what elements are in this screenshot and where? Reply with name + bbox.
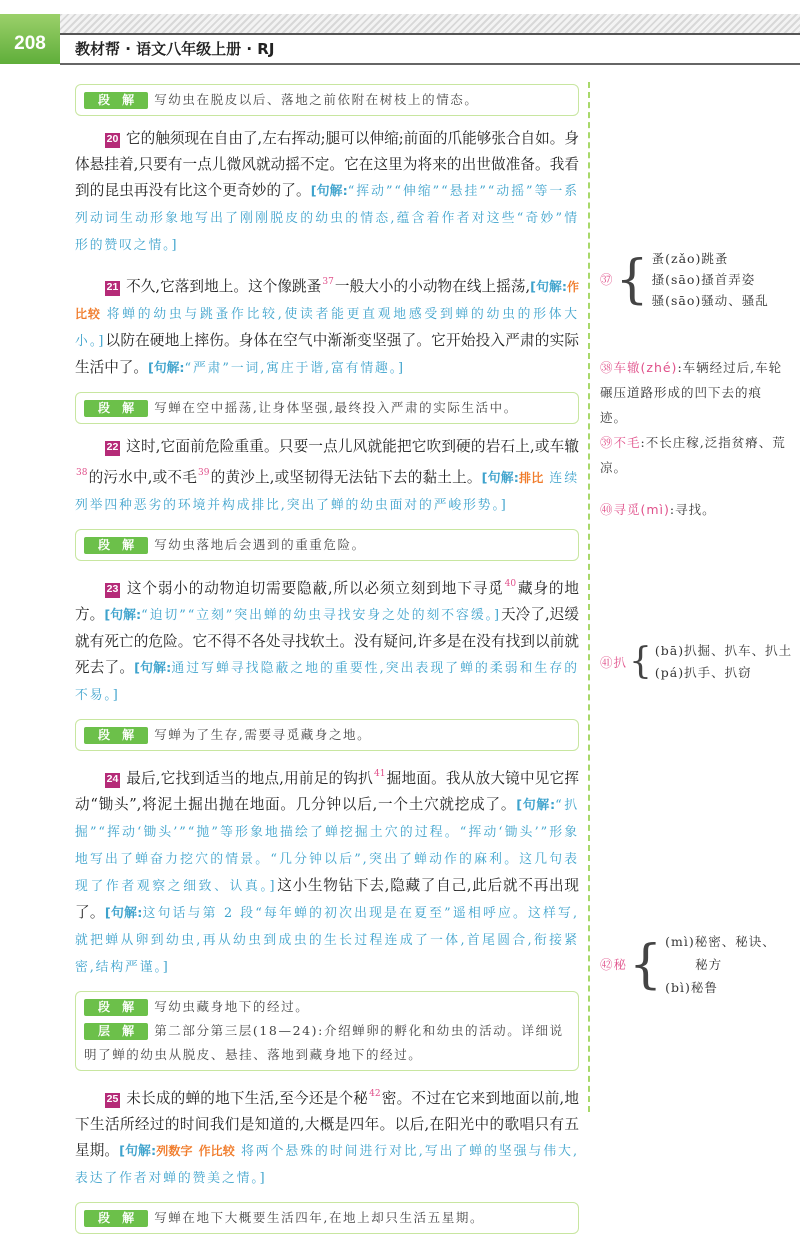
annotation-body: “扒掘”“挥动‘锄头’”“抛”等形象地描绘了蝉挖掘土穴的过程。“挥动‘锄头’”形象地写出了蝉奋力挖穴的情景。“几分钟以后”,突出了蝉动作的麻利。这几句表现了作者观察之细致、认真。] — [75, 798, 580, 894]
analysis-text: 写蝉为了生存,需要寻觅藏身之地。 — [154, 727, 372, 742]
note-39 — [600, 430, 788, 480]
page-number: 208 — [0, 14, 60, 64]
body-text: 它的触须现在自由了,左右挥动;腿可以伸缩;前面的爪能够张合自如。身体悬挂着,只要有一点儿微风就动摇不定。它在这里为将来的出世做准备。我看到的昆虫再没有比这个更奇妙的了。 — [75, 130, 579, 199]
body-text: 天冷了,迟缓就有死亡的危险。它不得不各处寻找软土。没有疑问,许多是在没有找到以前就死去了。 — [75, 606, 579, 676]
analysis-box — [75, 84, 579, 116]
note-line: (bā)扒掘、扒车、扒土 — [654, 643, 793, 658]
footnote-ref: 42 — [369, 1089, 381, 1099]
sentence-annotation — [148, 361, 405, 376]
footnote-ref: 39 — [198, 468, 210, 478]
note-term: ㊵寻觅(mì) — [600, 502, 670, 517]
note-38 — [600, 355, 788, 430]
footnote-ref: 40 — [504, 579, 517, 589]
analysis-tag: 段 解 — [84, 1210, 148, 1227]
analysis-text: 写幼虫在脱皮以后、落地之前依附在树枝上的情态。 — [154, 92, 479, 107]
annotation-body: 通过写蝉寻找隐蔽之地的重要性,突出表现了蝉的柔弱和生存的不易。] — [75, 661, 579, 703]
analysis-text: 写幼虫藏身地下的经过。 — [154, 999, 310, 1014]
brace-icon: { — [629, 641, 653, 682]
body-text: 最后,它找到适当的地点,用前足的钩扒 — [126, 770, 373, 787]
annotation-label: [句解: — [104, 906, 143, 921]
analysis-tag: 层 解 — [84, 1023, 148, 1040]
body-text: 藏身的地方。 — [75, 580, 579, 623]
note-41 — [600, 640, 792, 684]
paragraph — [75, 126, 579, 259]
annotation-body: “迫切”“立刻”突出蝉的幼虫寻找安身之处的刻不容缓。] — [141, 608, 501, 623]
analysis-text: 第二部分第三层(18—24):介绍蝉卵的孵化和幼虫的活动。详细说明了蝉的幼虫从脱皮、悬挂、落地到藏身地下的经过。 — [84, 1023, 564, 1062]
paragraph — [75, 571, 579, 709]
paragraph — [75, 269, 579, 382]
analysis-box — [75, 1202, 579, 1234]
annotation-body: 连续列举四种恶劣的环境并构成排比,突出了蝉的幼虫面对的严峻形势。] — [75, 471, 580, 513]
note-number: ㊲ — [600, 272, 614, 287]
note-body: :不长庄稼,泛指贫瘠、荒凉。 — [600, 435, 786, 475]
technique-tag: 作比较 — [75, 280, 580, 321]
analysis-item — [84, 396, 570, 420]
analysis-tag: 段 解 — [84, 999, 148, 1016]
paragraph — [75, 1081, 579, 1192]
paragraph-number: 24 — [105, 773, 120, 788]
sentence-annotation — [104, 608, 501, 623]
paragraph-number: 25 — [105, 1093, 120, 1108]
analysis-item — [84, 723, 570, 747]
body-text: 的污水中,或不毛 — [88, 469, 197, 486]
note-line: 秘方 — [695, 957, 723, 972]
note-line: 骚(sāo)骚动、骚乱 — [651, 293, 769, 308]
annotation-label: [句解: — [147, 361, 185, 376]
annotation-body: “挥动”“伸缩”“悬挂”“动摇”等一系列动词生动形象地写出了刚刚脱皮的幼虫的情态,蕴含着作者对这些“奇妙”情形的赞叹之情。] — [75, 184, 580, 253]
body-text: 密。不过在它来到地面以前,地下生活所经过的时间我们是知道的,大概是四年。以后,在阳光中的歌唱只有五星期。 — [75, 1090, 580, 1159]
body-text: 这个弱小的动物迫切需要隐蔽,所以必须立刻到地下寻觅 — [126, 580, 504, 597]
note-term: ㊴不毛 — [600, 435, 641, 450]
note-42 — [600, 930, 776, 999]
annotation-label: [句解: — [516, 798, 556, 813]
analysis-item — [84, 1206, 570, 1230]
note-line: (pá)扒手、扒窃 — [654, 665, 752, 680]
body-text: 的黄沙上,或坚韧得无法钻下去的黏土上。 — [210, 469, 482, 486]
header-band — [60, 14, 800, 35]
analysis-box — [75, 719, 579, 751]
annotation-body: 这句话与第 2 段“每年蝉的初次出现是在夏至”遥相呼应。这样写,就把蝉从卵到幼虫,再从幼虫到成虫的生长过程连成了一体,首尾圆合,衔接紧密,结构严谨。] — [75, 906, 579, 975]
note-term: ㊶扒 — [600, 654, 628, 670]
analysis-item — [84, 88, 570, 112]
note-line: 搔(sāo)搔首弄姿 — [651, 272, 756, 287]
body-text: 这时,它面前危险重重。只要一点儿风就能把它吹到硬的岩石上,或车辙 — [126, 438, 579, 455]
footnote-ref: 38 — [76, 468, 88, 478]
analysis-item — [84, 995, 570, 1019]
note-line: 蚤(zǎo)跳蚤 — [651, 251, 729, 266]
sentence-annotation — [75, 906, 579, 975]
analysis-box — [75, 529, 579, 561]
paragraph-number: 22 — [105, 441, 120, 456]
analysis-tag: 段 解 — [84, 727, 148, 744]
annotation-label: [句解: — [134, 661, 172, 676]
main-text-column — [75, 84, 579, 1244]
body-text: 这小生物钻下去,隐藏了自己,此后就不再出现了。 — [75, 877, 579, 921]
technique-tag: 作比较 — [198, 1144, 235, 1158]
analysis-tag: 段 解 — [84, 537, 148, 554]
analysis-text: 写蝉在地下大概要生活四年,在地上却只生活五星期。 — [154, 1210, 485, 1225]
analysis-text: 写幼虫落地后会遇到的重重危险。 — [154, 537, 366, 552]
body-text: 以防在硬地上摔伤。身体在空气中渐渐变坚强了。它开始投入严肃的实际生活中了。 — [75, 332, 579, 376]
annotation-label: [句解: — [119, 1144, 157, 1159]
body-text: 不久,它落到地上。这个像跳蚤 — [126, 278, 322, 295]
note-term: ㊳车辙(zhé) — [600, 360, 678, 375]
technique-tag: 列数字 — [156, 1144, 193, 1158]
body-text: 一般大小的小动物在线上摇荡, — [334, 278, 531, 295]
note-body: :寻找。 — [669, 502, 716, 517]
note-37 — [600, 248, 769, 311]
analysis-item — [84, 1019, 570, 1067]
analysis-box — [75, 392, 579, 424]
technique-tag: 排比 — [518, 471, 544, 485]
annotation-label: [句解: — [104, 608, 142, 623]
footnote-ref: 37 — [322, 277, 334, 287]
annotation-label: [句解: — [530, 280, 567, 295]
annotation-body: “严肃”一词,寓庄于谐,富有情趣。] — [184, 361, 405, 376]
note-body: :车辆经过后,车轮碾压道路形成的凹下去的痕迹。 — [600, 360, 783, 425]
note-line: (bì)秘鲁 — [665, 980, 718, 995]
paragraph-number: 20 — [105, 133, 120, 148]
analysis-tag: 段 解 — [84, 92, 148, 109]
header-rule — [60, 63, 800, 65]
analysis-item — [84, 533, 570, 557]
footnote-ref: 41 — [373, 769, 386, 779]
paragraph-number: 21 — [105, 281, 120, 296]
sentence-annotation — [75, 1144, 579, 1186]
note-40 — [600, 497, 716, 522]
body-text: 掘地面。我从放大镜中见它挥动“锄头”,将泥土掘出抛在地面。几分钟以后,一个土穴就挖成了。 — [75, 770, 579, 813]
paragraph — [75, 761, 579, 981]
paragraph — [75, 434, 579, 519]
analysis-text: 写蝉在空中摇荡,让身体坚强,最终投入严肃的实际生活中。 — [154, 400, 518, 415]
annotation-body: 将蝉的幼虫与跳蚤作比较,使读者能更直观地感受到蝉的幼虫的形体大小。] — [75, 307, 579, 349]
body-text: 未长成的蝉的地下生活,至今还是个秘 — [126, 1090, 369, 1107]
annotation-label: [句解: — [310, 184, 348, 199]
sentence-annotation — [75, 661, 579, 703]
note-line: (mì)秘密、秘诀、 — [665, 934, 776, 949]
paragraph-number: 23 — [105, 583, 120, 598]
annotation-body: 将两个悬殊的时间进行对比,写出了蝉的坚强与伟大,表达了作者对蝉的赞美之情。] — [75, 1144, 579, 1186]
annotation-label: [句解: — [481, 471, 519, 486]
column-divider — [588, 82, 590, 1112]
book-title: 教材帮 · 语文八年级上册 · RJ — [75, 40, 275, 58]
brace-icon: { — [629, 934, 664, 995]
analysis-tag: 段 解 — [84, 400, 148, 417]
brace-icon: { — [615, 249, 650, 310]
note-term: ㊷秘 — [600, 957, 628, 972]
analysis-box — [75, 991, 579, 1071]
